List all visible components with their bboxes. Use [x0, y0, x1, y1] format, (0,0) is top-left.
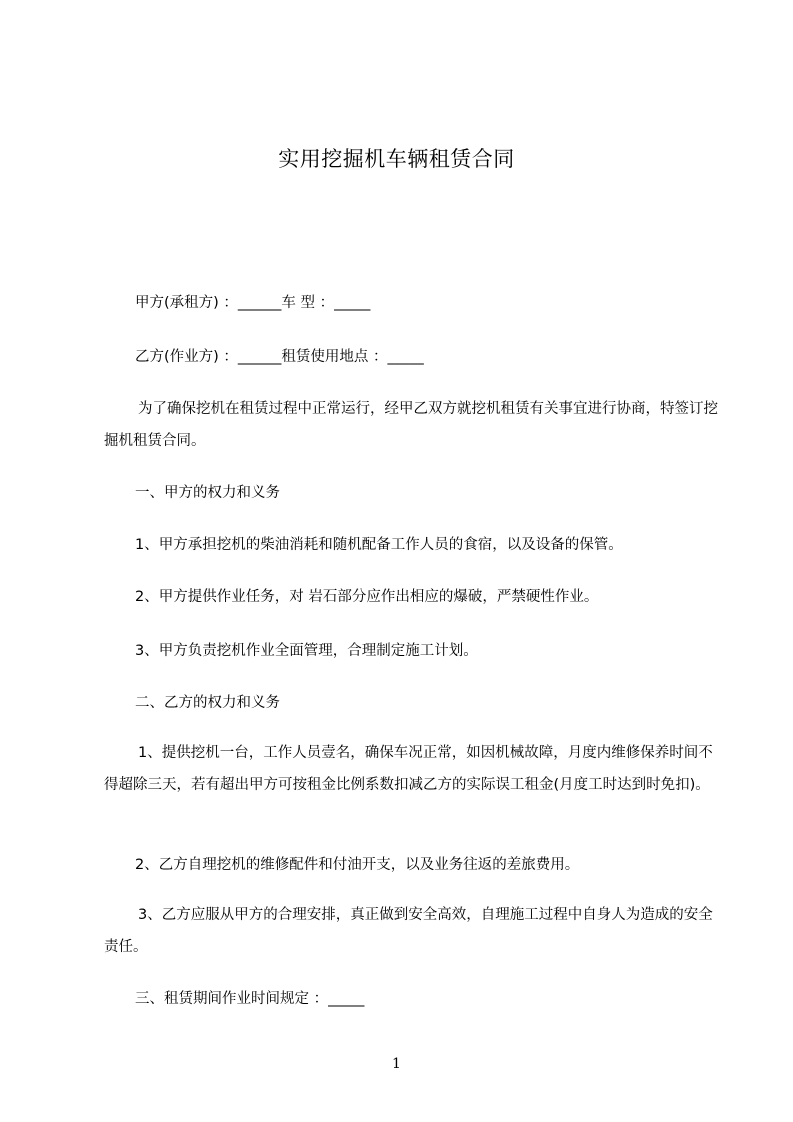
document-title: 实用挖掘机车辆租赁合同 — [278, 147, 515, 171]
section2-item-3-text: 3、乙方应服从甲方的合理安排，真正做到安全高效，自理施工过程中自身人为造成的安全责任。 — [104, 907, 713, 955]
section1-item-2: 2、甲方提供作业任务，对 岩石部分应作出相应的爆破，严禁硬性作业。 — [135, 589, 599, 605]
section1-item-1: 1、甲方承担挖机的柴油消耗和随机配备工作人员的食宿，以及设备的保管。 — [135, 537, 623, 553]
party-b-line: 乙方(作业方) ：______租赁使用地点 ：_____ — [135, 349, 424, 365]
page-number: 1 — [392, 1056, 401, 1072]
intro-text: 为了确保挖机在租赁过程中正常运行，经甲乙双方就挖机租赁有关事宜进行协商，特签订挖掘机租赁合同。 — [104, 401, 718, 449]
party-a-line: 甲方(承租方) ：______车 型 ：_____ — [135, 295, 371, 311]
section2-item-2: 2、乙方自理挖机的维修配件和付油开支，以及业务往返的差旅费用。 — [135, 857, 580, 873]
section2-item-1-text: 1、提供挖机一台，工作人员壹名，确保车况正常，如因机械故障，月度内维修保养时间不得超除三天，若有超出甲方可按租金比例系数扣减乙方的实际误工租金(月度工时达到时免扣)。 — [104, 745, 713, 793]
section2-heading: 二、乙方的权力和义务 — [135, 695, 280, 711]
intro-paragraph — [104, 393, 719, 457]
section1-item-3: 3、甲方负责挖机作业全面管理，合理制定施工计划。 — [135, 643, 478, 659]
section3-heading: 三、租赁期间作业时间规定 ：_____ — [135, 991, 365, 1007]
section2-item-3 — [104, 899, 719, 963]
section1-heading: 一、甲方的权力和义务 — [135, 485, 280, 501]
section2-item-1 — [104, 737, 719, 801]
